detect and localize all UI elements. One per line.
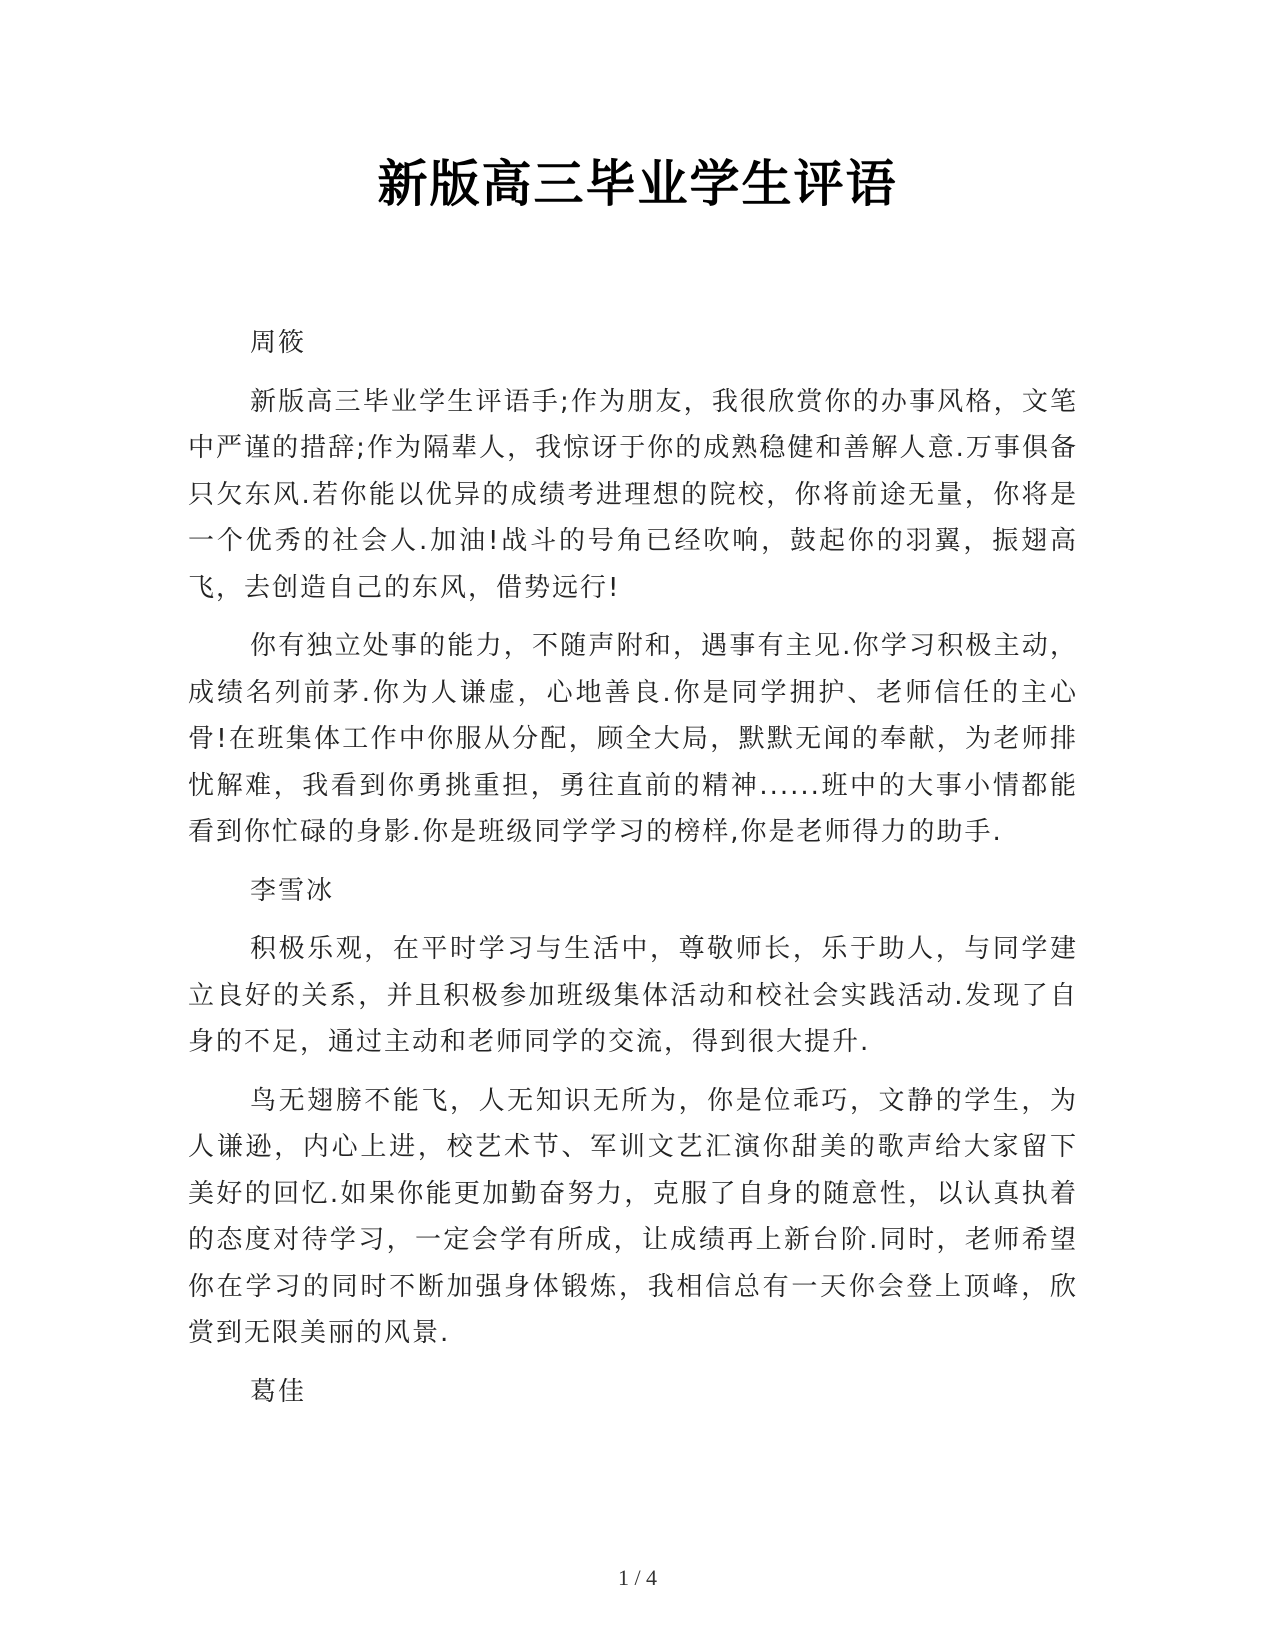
document-body [188,320,1078,1427]
comment-paragraph: 鸟无翅膀不能飞，人无知识无所为，你是位乖巧，文静的学生，为人谦逊，内心上进，校艺术节、军训文艺汇演你甜美的歌声给大家留下美好的回忆.如果你能更加勤奋努力，克服了自身的随意性，以认真执着的态度对待学习，一定会学有所成，让成绩再上新台阶.同时，老师希望你在学习的同时不断加强身体锻炼，我相信总有一天你会登上顶峰，欣赏到无限美丽的风景. [188,1085,1078,1348]
document-title: 新版高三毕业学生评语 [377,154,898,213]
student-name-zhou-xiao: 周筱 [250,328,307,358]
comment-paragraph: 你有独立处事的能力，不随声附和，遇事有主见.你学习积极主动，成绩名列前茅.你为人谦虚，心地善良.你是同学拥护、老师信任的主心骨!在班集体工作中你服从分配，顾全大局，默默无闻的奉献，为老师排忧解难，我看到你勇挑重担，勇往直前的精神......班中的大事小情都能看到你忙碌的身影.你是班级同学学习的榜样,你是老师得力的助手. [188,631,1078,847]
comment-paragraph: 新版高三毕业学生评语手;作为朋友，我很欣赏你的办事风格，文笔中严谨的措辞;作为隔辈人，我惊讶于你的成熟稳健和善解人意.万事俱备只欠东风.若你能以优异的成绩考进理想的院校，你将前途无量，你将是一个优秀的社会人.加油!战斗的号角已经吹响，鼓起你的羽翼，振翅高飞，去创造自己的东风，借势远行! [188,386,1078,603]
student-name-ge-jia: 葛佳 [250,1376,307,1407]
page-number: 1 / 4 [617,1565,658,1590]
comment-paragraph: 积极乐观，在平时学习与生活中，尊敬师长，乐于助人，与同学建立良好的关系，并且积极参加班级集体活动和校社会实践活动.发现了自身的不足，通过主动和老师同学的交流，得到很大提升. [188,934,1078,1057]
student-name-li-xuebing: 李雪冰 [250,875,335,906]
